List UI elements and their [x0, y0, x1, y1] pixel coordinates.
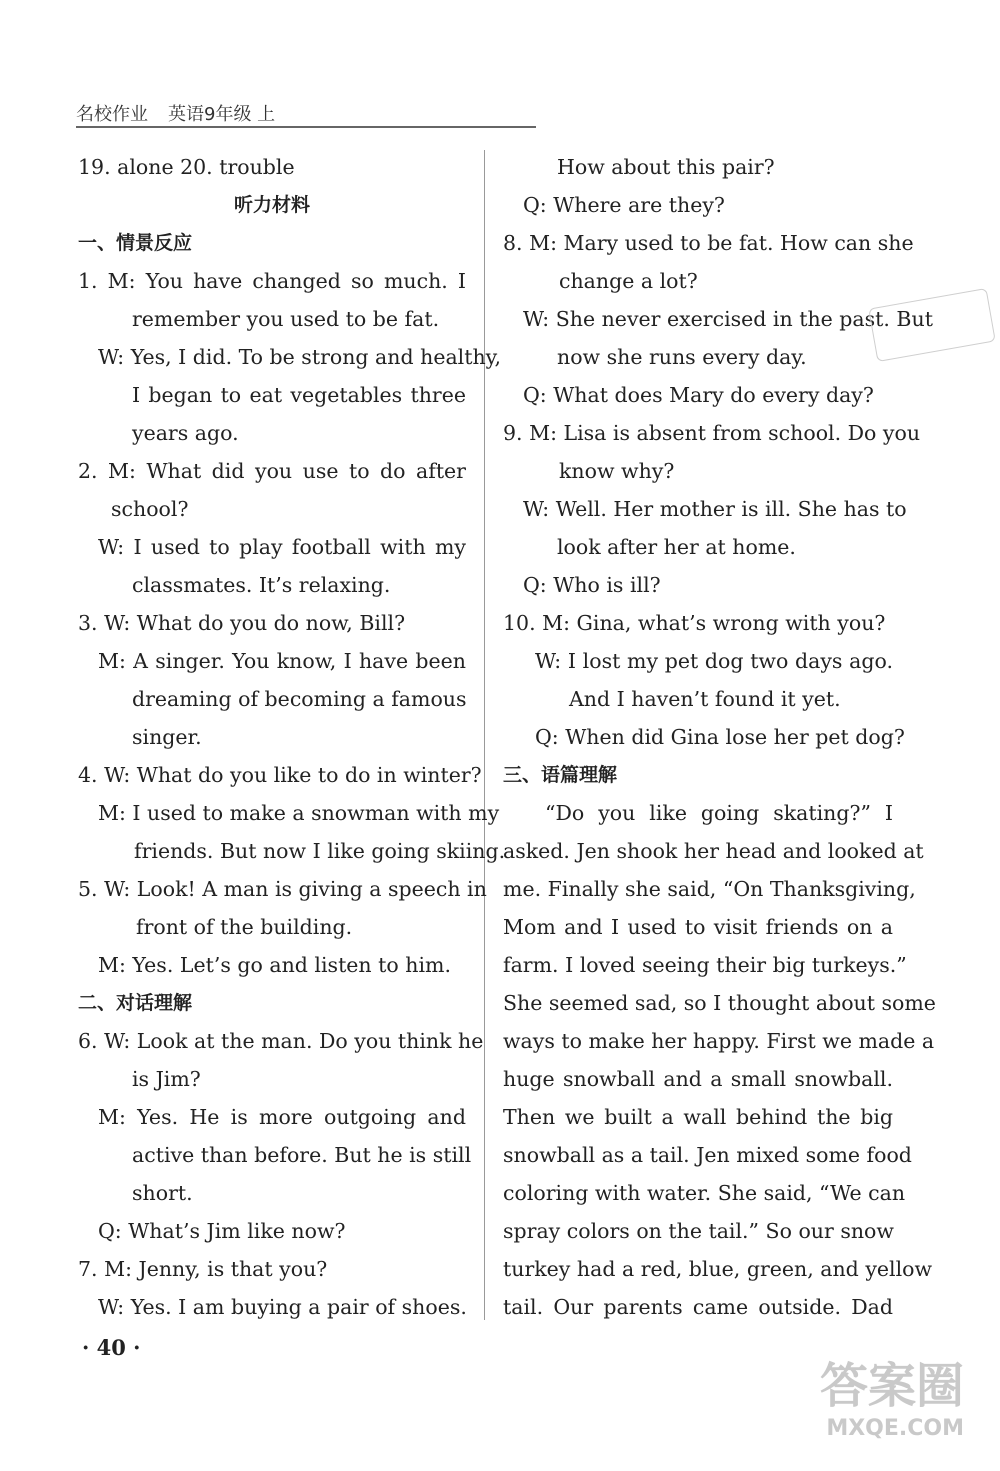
text-line: Mom and I used to visit friends on a	[503, 915, 893, 939]
text-line: 8. M: Mary used to be fat. How can she	[503, 231, 914, 255]
text-line: W: Yes, I did. To be strong and healthy,	[98, 345, 502, 369]
text-line: How about this pair?	[557, 155, 775, 179]
text-line: years ago.	[132, 421, 239, 445]
text-line: W: She never exercised in the past. But	[523, 307, 933, 331]
text-line: is Jim?	[132, 1067, 201, 1091]
section-heading: 一、情景反应	[78, 232, 193, 254]
text-line: dreaming of becoming a famous	[132, 687, 467, 711]
text-line: 6. W: Look at the man. Do you think he	[78, 1029, 484, 1053]
text-line: 5. W: Look! A man is giving a speech in	[78, 877, 487, 901]
text-line: farm. I loved seeing their big turkeys.”	[503, 953, 907, 977]
column-divider	[484, 150, 485, 1320]
text-line: look after her at home.	[557, 535, 796, 559]
text-line: M: I used to make a snowman with my	[98, 801, 500, 825]
text-line: M: Yes. He is more outgoing and	[98, 1105, 466, 1129]
text-line: Then we built a wall behind the big	[503, 1105, 893, 1129]
text-line: short.	[132, 1181, 193, 1205]
text-line: now she runs every day.	[557, 345, 807, 369]
text-line: I began to eat vegetables three	[132, 383, 466, 407]
text-line: remember you used to be fat.	[132, 307, 440, 331]
text-line: me. Finally she said, “On Thanksgiving,	[503, 877, 916, 901]
book-title: 名校作业	[76, 104, 148, 125]
text-line: tail. Our parents came outside. Dad	[503, 1295, 893, 1319]
text-line: ways to make her happy. First we made a	[503, 1029, 935, 1053]
text-line: singer.	[132, 725, 202, 749]
text-line: W: Yes. I am buying a pair of shoes.	[98, 1295, 467, 1319]
text-line: W: I lost my pet dog two days ago.	[535, 649, 893, 673]
right-column	[503, 148, 936, 1326]
text-line: friends. But now I like going skiing.	[134, 839, 506, 863]
text-line: 4. W: What do you like to do in winter?	[78, 763, 482, 787]
text-line: Q: Where are they?	[523, 193, 725, 217]
left-column	[78, 148, 506, 1326]
text-line: spray colors on the tail.” So our snow	[503, 1219, 894, 1243]
text-line: turkey had a red, blue, green, and yellow	[503, 1257, 933, 1281]
subject-title: 英语9年级 上	[168, 104, 276, 125]
text-line: 2. M: What did you use to do after	[78, 459, 466, 483]
text-line: And I haven’t found it yet.	[569, 687, 841, 711]
text-line: classmates. It’s relaxing.	[132, 573, 391, 597]
watermark-text: 答案圈	[819, 1358, 964, 1414]
header-rule	[76, 126, 536, 128]
text-line: M: Yes. Let’s go and listen to him.	[98, 953, 451, 977]
text-line: W: I used to play football with my	[98, 535, 466, 559]
section-heading: 三、语篇理解	[503, 764, 618, 786]
text-line: coloring with water. She said, “We can	[503, 1181, 906, 1205]
text-line: 10. M: Gina, what’s wrong with you?	[503, 611, 886, 635]
text-line: change a lot?	[559, 269, 698, 293]
section-heading: 二、对话理解	[78, 992, 193, 1014]
running-header	[76, 100, 275, 126]
text-line: active than before. But he is still	[132, 1143, 472, 1167]
section-title: 听力材料	[233, 194, 310, 216]
text-line: 3. W: What do you do now, Bill?	[78, 611, 406, 635]
text-line: W: Well. Her mother is ill. She has to	[523, 497, 907, 521]
page-number: · 40 ·	[82, 1335, 141, 1360]
text-line: Q: Who is ill?	[523, 573, 661, 597]
text-line: snowball as a tail. Jen mixed some food	[503, 1143, 912, 1167]
text-line: huge snowball and a small snowball.	[503, 1067, 893, 1091]
text-line: 9. M: Lisa is absent from school. Do you	[503, 421, 921, 445]
text-line: Q: When did Gina lose her pet dog?	[535, 725, 905, 749]
text-line: 1. M: You have changed so much. I	[78, 269, 466, 293]
text-line: front of the building.	[136, 915, 353, 939]
text-line: 19. alone 20. trouble	[78, 155, 295, 179]
text-line: asked. Jen shook her head and looked at	[503, 839, 924, 863]
text-line: Q: What’s Jim like now?	[98, 1219, 346, 1243]
text-line: Q: What does Mary do every day?	[523, 383, 874, 407]
watermark-url: MXQE.COM	[826, 1416, 964, 1441]
text-line: school?	[111, 497, 189, 521]
text-line: “Do you like going skating?” I	[545, 801, 893, 825]
text-line: She seemed sad, so I thought about some	[503, 991, 936, 1015]
text-line: 7. M: Jenny, is that you?	[78, 1257, 328, 1281]
text-line: know why?	[559, 459, 675, 483]
text-line: M: A singer. You know, I have been	[98, 649, 466, 673]
watermark	[820, 1347, 964, 1441]
